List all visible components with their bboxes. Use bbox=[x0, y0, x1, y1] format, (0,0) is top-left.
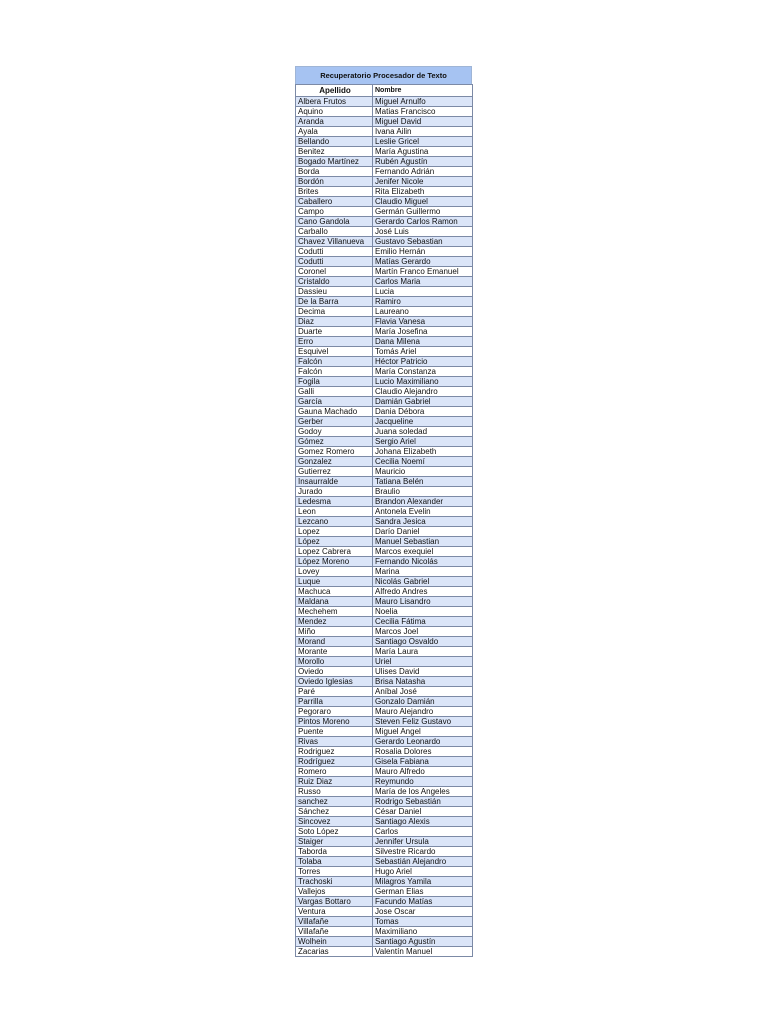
nombre-cell: Leslie Gricel bbox=[373, 137, 473, 147]
table-row bbox=[296, 637, 473, 647]
table-row bbox=[296, 687, 473, 697]
nombre-cell: Jenifer Nicole bbox=[373, 177, 473, 187]
nombre-cell: Héctor Patricio bbox=[373, 357, 473, 367]
apellido-cell: Rivas bbox=[296, 737, 373, 747]
apellido-cell: Galli bbox=[296, 387, 373, 397]
table-row bbox=[296, 797, 473, 807]
nombre-cell: Fernando Adrián bbox=[373, 167, 473, 177]
table-row bbox=[296, 857, 473, 867]
apellido-cell: Mendez bbox=[296, 617, 373, 627]
table-row bbox=[296, 377, 473, 387]
apellido-cell: Chavez Villanueva bbox=[296, 237, 373, 247]
table-row bbox=[296, 677, 473, 687]
table-row bbox=[296, 707, 473, 717]
nombre-cell: Ulises David bbox=[373, 667, 473, 677]
table-row bbox=[296, 847, 473, 857]
nombre-cell: Tatiana Belén bbox=[373, 477, 473, 487]
table-row bbox=[296, 117, 473, 127]
nombre-cell: German Elias bbox=[373, 887, 473, 897]
nombre-cell: Laureano bbox=[373, 307, 473, 317]
table-row bbox=[296, 307, 473, 317]
table-row bbox=[296, 507, 473, 517]
apellido-cell: Lopez Cabrera bbox=[296, 547, 373, 557]
apellido-cell: Aquino bbox=[296, 107, 373, 117]
table-row bbox=[296, 817, 473, 827]
apellido-cell: Lopez bbox=[296, 527, 373, 537]
table-row bbox=[296, 537, 473, 547]
table-row bbox=[296, 107, 473, 117]
nombre-cell: Jose Oscar bbox=[373, 907, 473, 917]
nombre-cell: Santiago Alexis bbox=[373, 817, 473, 827]
table-row bbox=[296, 217, 473, 227]
table-row bbox=[296, 607, 473, 617]
nombre-cell: Miguel Angel bbox=[373, 727, 473, 737]
nombre-cell: Marcos exequiel bbox=[373, 547, 473, 557]
apellido-cell: Bellando bbox=[296, 137, 373, 147]
nombre-cell: Claudio Miguel bbox=[373, 197, 473, 207]
nombre-cell: María de los Angeles bbox=[373, 787, 473, 797]
table-row bbox=[296, 137, 473, 147]
apellido-cell: Torres bbox=[296, 867, 373, 877]
apellido-cell: Pegoraro bbox=[296, 707, 373, 717]
apellido-cell: Zacarias bbox=[296, 947, 373, 957]
table-row bbox=[296, 807, 473, 817]
apellido-cell: Benitez bbox=[296, 147, 373, 157]
nombre-cell: Jacqueline bbox=[373, 417, 473, 427]
apellido-cell: Luque bbox=[296, 577, 373, 587]
nombre-cell: Gisela Fabiana bbox=[373, 757, 473, 767]
apellido-cell: Esquivel bbox=[296, 347, 373, 357]
nombre-cell: Brandon Alexander bbox=[373, 497, 473, 507]
table-row bbox=[296, 127, 473, 137]
apellido-cell: García bbox=[296, 397, 373, 407]
nombre-cell: Jennifer Ursula bbox=[373, 837, 473, 847]
table-row bbox=[296, 927, 473, 937]
nombre-cell: Sergio Ariel bbox=[373, 437, 473, 447]
table-row bbox=[296, 587, 473, 597]
table-row bbox=[296, 787, 473, 797]
nombre-cell: Rodrigo Sebastián bbox=[373, 797, 473, 807]
table-row bbox=[296, 477, 473, 487]
apellido-cell: Puente bbox=[296, 727, 373, 737]
apellido-cell: Maldana bbox=[296, 597, 373, 607]
apellido-cell: Russo bbox=[296, 787, 373, 797]
nombre-cell: Emilio Hernán bbox=[373, 247, 473, 257]
apellido-cell: Gutierrez bbox=[296, 467, 373, 477]
table-row bbox=[296, 257, 473, 267]
table-row bbox=[296, 577, 473, 587]
table-row bbox=[296, 487, 473, 497]
apellido-cell: Falcón bbox=[296, 357, 373, 367]
nombre-cell: Mauricio bbox=[373, 467, 473, 477]
nombre-cell: Maximiliano bbox=[373, 927, 473, 937]
apellido-cell: Miño bbox=[296, 627, 373, 637]
apellido-cell: Mechehem bbox=[296, 607, 373, 617]
nombre-cell: Miguel David bbox=[373, 117, 473, 127]
nombre-cell: Rosalia Dolores bbox=[373, 747, 473, 757]
table-row bbox=[296, 897, 473, 907]
apellido-cell: Trachoski bbox=[296, 877, 373, 887]
nombre-cell: Marcos Joel bbox=[373, 627, 473, 637]
nombre-cell: Miguel Arnulfo bbox=[373, 97, 473, 107]
apellido-cell: Dassieu bbox=[296, 287, 373, 297]
nombre-cell: Martín Franco Emanuel bbox=[373, 267, 473, 277]
apellido-cell: Cristaldo bbox=[296, 277, 373, 287]
nombre-cell: José Luis bbox=[373, 227, 473, 237]
apellido-cell: Cano Gandola bbox=[296, 217, 373, 227]
table-row bbox=[296, 467, 473, 477]
header-row bbox=[296, 85, 473, 97]
nombre-cell: Nicolás Gabriel bbox=[373, 577, 473, 587]
apellido-cell: Bogado Martínez bbox=[296, 157, 373, 167]
apellido-cell: Insaurralde bbox=[296, 477, 373, 487]
apellido-cell: Paré bbox=[296, 687, 373, 697]
table-row bbox=[296, 947, 473, 957]
apellido-cell: sanchez bbox=[296, 797, 373, 807]
table-row bbox=[296, 177, 473, 187]
table-row bbox=[296, 347, 473, 357]
apellido-cell: Bordón bbox=[296, 177, 373, 187]
table-row bbox=[296, 907, 473, 917]
nombre-cell: Valentín Manuel bbox=[373, 947, 473, 957]
table-row bbox=[296, 727, 473, 737]
apellido-cell: Oviedo bbox=[296, 667, 373, 677]
apellido-cell: Vallejos bbox=[296, 887, 373, 897]
apellido-cell: Codutti bbox=[296, 257, 373, 267]
apellido-cell: López Moreno bbox=[296, 557, 373, 567]
table-row bbox=[296, 737, 473, 747]
apellido-cell: Duarte bbox=[296, 327, 373, 337]
header-nombre: Nombre bbox=[373, 85, 473, 97]
apellido-cell: Tolaba bbox=[296, 857, 373, 867]
table-row bbox=[296, 297, 473, 307]
table-row bbox=[296, 617, 473, 627]
apellido-cell: Morand bbox=[296, 637, 373, 647]
nombre-cell: Gerardo Leonardo bbox=[373, 737, 473, 747]
nombre-cell: Gerardo Carlos Ramon bbox=[373, 217, 473, 227]
table-row bbox=[296, 447, 473, 457]
nombre-cell: Dania Débora bbox=[373, 407, 473, 417]
table-row bbox=[296, 317, 473, 327]
apellido-cell: Gerber bbox=[296, 417, 373, 427]
table-row bbox=[296, 877, 473, 887]
nombre-cell: Claudio Alejandro bbox=[373, 387, 473, 397]
apellido-cell: Morollo bbox=[296, 657, 373, 667]
nombre-cell: Hugo Ariel bbox=[373, 867, 473, 877]
table-row bbox=[296, 387, 473, 397]
apellido-cell: Leon bbox=[296, 507, 373, 517]
apellido-cell: Gauna Machado bbox=[296, 407, 373, 417]
apellido-cell: Soto López bbox=[296, 827, 373, 837]
nombre-cell: María Laura bbox=[373, 647, 473, 657]
table-row bbox=[296, 657, 473, 667]
apellido-cell: Sánchez bbox=[296, 807, 373, 817]
apellido-cell: Wolhein bbox=[296, 937, 373, 947]
table-row bbox=[296, 337, 473, 347]
table-row bbox=[296, 407, 473, 417]
table-row bbox=[296, 767, 473, 777]
nombre-cell: Matias Francisco bbox=[373, 107, 473, 117]
table-row bbox=[296, 597, 473, 607]
table-row bbox=[296, 547, 473, 557]
apellido-cell: Parrilla bbox=[296, 697, 373, 707]
nombre-cell: Fernando Nicolás bbox=[373, 557, 473, 567]
nombre-cell: Marina bbox=[373, 567, 473, 577]
apellido-cell: Gonzalez bbox=[296, 457, 373, 467]
nombre-cell: Milagros Yamila bbox=[373, 877, 473, 887]
nombre-cell: Gustavo Sebastian bbox=[373, 237, 473, 247]
apellido-cell: Villafañe bbox=[296, 927, 373, 937]
header-apellido: Apellido bbox=[296, 85, 373, 97]
nombre-cell: María Agustina bbox=[373, 147, 473, 157]
apellido-cell: Pintos Moreno bbox=[296, 717, 373, 727]
nombre-cell: Tomas bbox=[373, 917, 473, 927]
nombre-cell: Alfredo Andres bbox=[373, 587, 473, 597]
apellido-cell: Ledesma bbox=[296, 497, 373, 507]
table-row bbox=[296, 777, 473, 787]
table-row bbox=[296, 367, 473, 377]
table-row bbox=[296, 667, 473, 677]
apellido-cell: Oviedo Iglesias bbox=[296, 677, 373, 687]
nombre-cell: Mauro Alfredo bbox=[373, 767, 473, 777]
apellido-cell: Vargas Bottaro bbox=[296, 897, 373, 907]
apellido-cell: Aranda bbox=[296, 117, 373, 127]
table-row bbox=[296, 837, 473, 847]
table-row bbox=[296, 197, 473, 207]
table-row bbox=[296, 167, 473, 177]
apellido-cell: Lezcano bbox=[296, 517, 373, 527]
apellido-cell: Gomez Romero bbox=[296, 447, 373, 457]
nombre-cell: Noelia bbox=[373, 607, 473, 617]
nombre-cell: Johana Elizabeth bbox=[373, 447, 473, 457]
apellido-cell: Falcón bbox=[296, 367, 373, 377]
apellido-cell: Rodríguez bbox=[296, 757, 373, 767]
nombre-cell: Facundo Matías bbox=[373, 897, 473, 907]
table-row bbox=[296, 397, 473, 407]
nombre-cell: César Daniel bbox=[373, 807, 473, 817]
table-row bbox=[296, 647, 473, 657]
table-row bbox=[296, 187, 473, 197]
nombre-cell: Uriel bbox=[373, 657, 473, 667]
apellido-cell: Campo bbox=[296, 207, 373, 217]
nombre-cell: Ivana Ailin bbox=[373, 127, 473, 137]
nombre-cell: Lucia bbox=[373, 287, 473, 297]
apellido-cell: Taborda bbox=[296, 847, 373, 857]
nombre-cell: Tomás Ariel bbox=[373, 347, 473, 357]
table-row bbox=[296, 567, 473, 577]
table-row bbox=[296, 517, 473, 527]
apellido-cell: Lovey bbox=[296, 567, 373, 577]
table-row bbox=[296, 917, 473, 927]
nombre-cell: Brisa Natasha bbox=[373, 677, 473, 687]
nombre-cell: Flavia Vanesa bbox=[373, 317, 473, 327]
nombre-cell: Germán Guillermo bbox=[373, 207, 473, 217]
table-row bbox=[296, 237, 473, 247]
nombre-cell: Silvestre Ricardo bbox=[373, 847, 473, 857]
apellido-cell: De la Barra bbox=[296, 297, 373, 307]
apellido-cell: Codutti bbox=[296, 247, 373, 257]
nombre-cell: Antonela Evelin bbox=[373, 507, 473, 517]
table-row bbox=[296, 427, 473, 437]
student-table bbox=[295, 84, 473, 957]
apellido-cell: Sincovez bbox=[296, 817, 373, 827]
table-row bbox=[296, 97, 473, 107]
apellido-cell: Gómez bbox=[296, 437, 373, 447]
nombre-cell: Sebastián Alejandro bbox=[373, 857, 473, 867]
nombre-cell: Steven Feliz Gustavo bbox=[373, 717, 473, 727]
table-row bbox=[296, 697, 473, 707]
table-row bbox=[296, 827, 473, 837]
apellido-cell: Godoy bbox=[296, 427, 373, 437]
table-row bbox=[296, 527, 473, 537]
nombre-cell: Mauro Alejandro bbox=[373, 707, 473, 717]
table-row bbox=[296, 867, 473, 877]
table-row bbox=[296, 207, 473, 217]
table-row bbox=[296, 437, 473, 447]
table-row bbox=[296, 717, 473, 727]
apellido-cell: Rodriguez bbox=[296, 747, 373, 757]
apellido-cell: Diaz bbox=[296, 317, 373, 327]
table-row bbox=[296, 277, 473, 287]
nombre-cell: Manuel Sebastian bbox=[373, 537, 473, 547]
apellido-cell: Borda bbox=[296, 167, 373, 177]
nombre-cell: Ramiro bbox=[373, 297, 473, 307]
nombre-cell: Santiago Osvaldo bbox=[373, 637, 473, 647]
nombre-cell: Reymundo bbox=[373, 777, 473, 787]
table-row bbox=[296, 287, 473, 297]
nombre-cell: Darío Daniel bbox=[373, 527, 473, 537]
table-row bbox=[296, 627, 473, 637]
table-row bbox=[296, 887, 473, 897]
table-row bbox=[296, 357, 473, 367]
table-row bbox=[296, 747, 473, 757]
nombre-cell: Dana Milena bbox=[373, 337, 473, 347]
table-row bbox=[296, 757, 473, 767]
table-row bbox=[296, 937, 473, 947]
table-row bbox=[296, 497, 473, 507]
table-row bbox=[296, 457, 473, 467]
apellido-cell: Jurado bbox=[296, 487, 373, 497]
apellido-cell: Ruiz Diaz bbox=[296, 777, 373, 787]
nombre-cell: Cecilia Fátima bbox=[373, 617, 473, 627]
table-body bbox=[296, 97, 473, 957]
table-row bbox=[296, 417, 473, 427]
nombre-cell: Carlos Maria bbox=[373, 277, 473, 287]
apellido-cell: Erro bbox=[296, 337, 373, 347]
nombre-cell: Juana soledad bbox=[373, 427, 473, 437]
nombre-cell: Gonzalo Damián bbox=[373, 697, 473, 707]
nombre-cell: Aníbal José bbox=[373, 687, 473, 697]
table-row bbox=[296, 157, 473, 167]
apellido-cell: Ventura bbox=[296, 907, 373, 917]
apellido-cell: Machuca bbox=[296, 587, 373, 597]
nombre-cell: Rubén Agustín bbox=[373, 157, 473, 167]
sheet-title: Recuperatorio Procesador de Texto bbox=[295, 66, 472, 84]
nombre-cell: Rita Elizabeth bbox=[373, 187, 473, 197]
apellido-cell: Coronel bbox=[296, 267, 373, 277]
apellido-cell: Brites bbox=[296, 187, 373, 197]
apellido-cell: Villafañe bbox=[296, 917, 373, 927]
apellido-cell: Fogila bbox=[296, 377, 373, 387]
apellido-cell: Morante bbox=[296, 647, 373, 657]
nombre-cell: Matías Gerardo bbox=[373, 257, 473, 267]
apellido-cell: Staiger bbox=[296, 837, 373, 847]
nombre-cell: Santiago Agustín bbox=[373, 937, 473, 947]
apellido-cell: Decima bbox=[296, 307, 373, 317]
table-row bbox=[296, 327, 473, 337]
nombre-cell: Mauro Lisandro bbox=[373, 597, 473, 607]
nombre-cell: Sandra Jesica bbox=[373, 517, 473, 527]
table-row bbox=[296, 147, 473, 157]
apellido-cell: Romero bbox=[296, 767, 373, 777]
nombre-cell: María Josefina bbox=[373, 327, 473, 337]
apellido-cell: López bbox=[296, 537, 373, 547]
nombre-cell: Lucio Maximiliano bbox=[373, 377, 473, 387]
nombre-cell: Damián Gabriel bbox=[373, 397, 473, 407]
nombre-cell: Carlos bbox=[373, 827, 473, 837]
table-row bbox=[296, 227, 473, 237]
table-row bbox=[296, 557, 473, 567]
table-row bbox=[296, 267, 473, 277]
nombre-cell: Cecilia Noemí bbox=[373, 457, 473, 467]
apellido-cell: Ayala bbox=[296, 127, 373, 137]
apellido-cell: Caballero bbox=[296, 197, 373, 207]
table-row bbox=[296, 247, 473, 257]
apellido-cell: Carballo bbox=[296, 227, 373, 237]
spreadsheet-sheet bbox=[295, 66, 472, 957]
nombre-cell: Braulio bbox=[373, 487, 473, 497]
nombre-cell: María Constanza bbox=[373, 367, 473, 377]
apellido-cell: Albera Frutos bbox=[296, 97, 373, 107]
